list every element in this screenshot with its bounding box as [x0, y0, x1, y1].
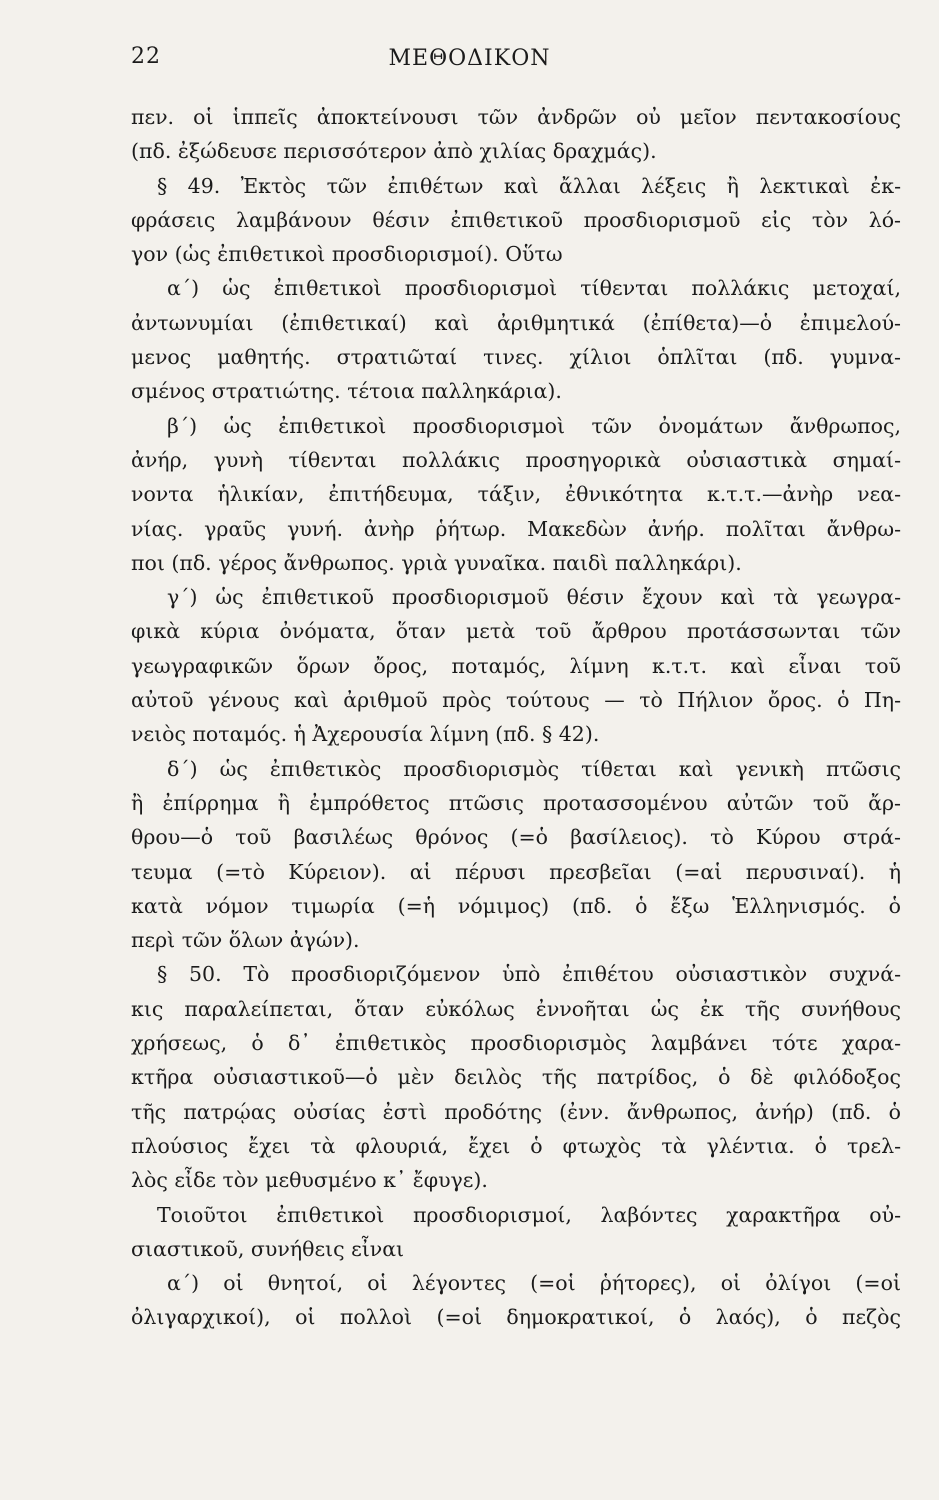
text-line: λὸς εἶδε τὸν μεθυσμένο κ᾽ ἔφυγε).: [131, 1168, 488, 1193]
text-line: Τοιοῦτοι ἐπιθετικοὶ προσδιορισμοί, λαβόντες χαρακτῆρα οὐ-: [157, 1202, 901, 1227]
text-line: νοντα ἡλικίαν, ἐπιτήδευμα, τάξιν, ἐθνικότητα κ.τ.τ.—ἀνὴρ νεα-: [131, 482, 901, 507]
text-line: νίας. γραῦς γυνή. ἀνὴρ ῥήτωρ. Μακεδὼν ἀνήρ. πολῖται ἄνθρω-: [131, 516, 901, 541]
page-number: 22: [131, 44, 161, 69]
text-line: πλούσιος ἔχει τὰ φλουριά, ἔχει ὁ φτωχὸς τὰ γλέντια. ὁ τρελ-: [131, 1133, 901, 1158]
text-line: α΄) ὡς ἐπιθετικοὶ προσδιορισμοὶ τίθενται πολλάκις μετοχαί,: [167, 276, 901, 301]
text-line: φράσεις λαμβάνουν θέσιν ἐπιθετικοῦ προσδιορισμοῦ εἰς τὸν λό-: [131, 207, 901, 232]
text-line: σμένος στρατιώτης. τέτοια παλληκάρια).: [131, 379, 562, 404]
text-line: ὀλιγαρχικοί), οἱ πολλοὶ (=οἱ δημοκρατικοί, ὁ λαός), ὁ πεζὸς: [131, 1305, 901, 1330]
text-line: χρήσεως, ὁ δ᾽ ἐπιθετικὸς προσδιορισμὸς λαμβάνει τότε χαρα-: [131, 1031, 901, 1056]
text-line: κτῆρα οὐσιαστικοῦ—ὁ μὲν δειλὸς τῆς πατρίδος, ὁ δὲ φιλόδοξος: [131, 1065, 901, 1090]
text-line: (πδ. ἐξώδευσε περισσότερον ἀπὸ χιλίας δραχμάς).: [131, 139, 657, 164]
text-line: § 50. Τὸ προσδιοριζόμενον ὑπὸ ἐπιθέτου οὐσιαστικὸν συχνά-: [157, 962, 901, 987]
text-line: πεν. οἱ ἱππεῖς ἀποκτείνουσι τῶν ἀνδρῶν οὐ μεῖον πεντακοσίους: [131, 105, 901, 129]
text-line: νειὸς ποταμός. ἡ Ἀχερουσία λίμνη (πδ. § 42).: [131, 722, 600, 747]
page-header: [0, 40, 939, 80]
text-line: γ΄) ὡς ἐπιθετικοῦ προσδιορισμοῦ θέσιν ἔχουν καὶ τὰ γεωγρα-: [167, 585, 901, 610]
text-line: α΄) οἱ θνητοί, οἱ λέγοντες (=οἱ ῥήτορες), οἱ ὀλίγοι (=οἱ: [167, 1271, 901, 1296]
text-line: θρου—ὁ τοῦ βασιλέως θρόνος (=ὁ βασίλειος). τὸ Κύρου στρά-: [131, 825, 901, 850]
text-line: δ΄) ὡς ἐπιθετικὸς προσδιορισμὸς τίθεται καὶ γενικὴ πτῶσις: [167, 756, 901, 781]
text-line: περὶ τῶν ὅλων ἀγών).: [131, 928, 360, 953]
text-line: § 49. Ἐκτὸς τῶν ἐπιθέτων καὶ ἄλλαι λέξεις ἢ λεκτικαὶ ἐκ-: [157, 173, 901, 198]
text-line: σιαστικοῦ, συνήθεις εἶναι: [131, 1236, 405, 1261]
text-line: κις παραλείπεται, ὅταν εὐκόλως ἐννοῆται ὡς ἐκ τῆς συνήθους: [131, 996, 901, 1021]
text-line: αὐτοῦ γένους καὶ ἀριθμοῦ πρὸς τούτους — τὸ Πήλιον ὄρος. ὁ Πη-: [131, 688, 901, 713]
text-body: [131, 100, 901, 1335]
text-line: ποι (πδ. γέρος ἄνθρωπος. γριὰ γυναῖκα. παιδὶ παλληκάρι).: [131, 550, 742, 575]
text-line: τῆς πατρῴας οὐσίας ἐστὶ προδότης (ἐνν. ἄνθρωπος, ἀνήρ) (πδ. ὁ: [131, 1099, 901, 1124]
text-line: ἢ ἐπίρρημα ἢ ἐμπρόθετος πτῶσις προτασσομένου αὐτῶν τοῦ ἄρ-: [131, 790, 901, 815]
text-line: ἀντωνυμίαι (ἐπιθετικαί) καὶ ἀριθμητικά (ἐπίθετα)—ὁ ἐπιμελού-: [131, 310, 901, 335]
text-line: φικὰ κύρια ὀνόματα, ὅταν μετὰ τοῦ ἄρθρου προτάσσωνται τῶν: [131, 619, 901, 644]
text-line: γεωγραφικῶν ὅρων ὄρος, ποταμός, λίμνη κ.τ.τ. καὶ εἶναι τοῦ: [131, 653, 901, 678]
text-line: ἀνήρ, γυνὴ τίθενται πολλάκις προσηγορικὰ οὐσιαστικὰ σημαί-: [131, 447, 901, 472]
text-line: γον (ὡς ἐπιθετικοὶ προσδιορισμοί). Οὕτω: [131, 242, 563, 267]
text-line: β΄) ὡς ἐπιθετικοὶ προσδιορισμοὶ τῶν ὀνομάτων ἄνθρωπος,: [167, 413, 901, 438]
text-line: τευμα (=τὸ Κύρειον). αἱ πέρυσι πρεσβεῖαι (=αἱ περυσιναί). ἡ: [131, 859, 901, 884]
text-line: μενος μαθητής. στρατιῶταί τινες. χίλιοι ὁπλῖται (πδ. γυμνα-: [131, 345, 901, 370]
running-title: ΜΕΘΟΔΙΚΟΝ: [388, 46, 551, 71]
text-line: κατὰ νόμον τιμωρία (=ἡ νόμιμος) (πδ. ὁ ἔξω Ἑλληνισμός. ὁ: [131, 893, 901, 918]
